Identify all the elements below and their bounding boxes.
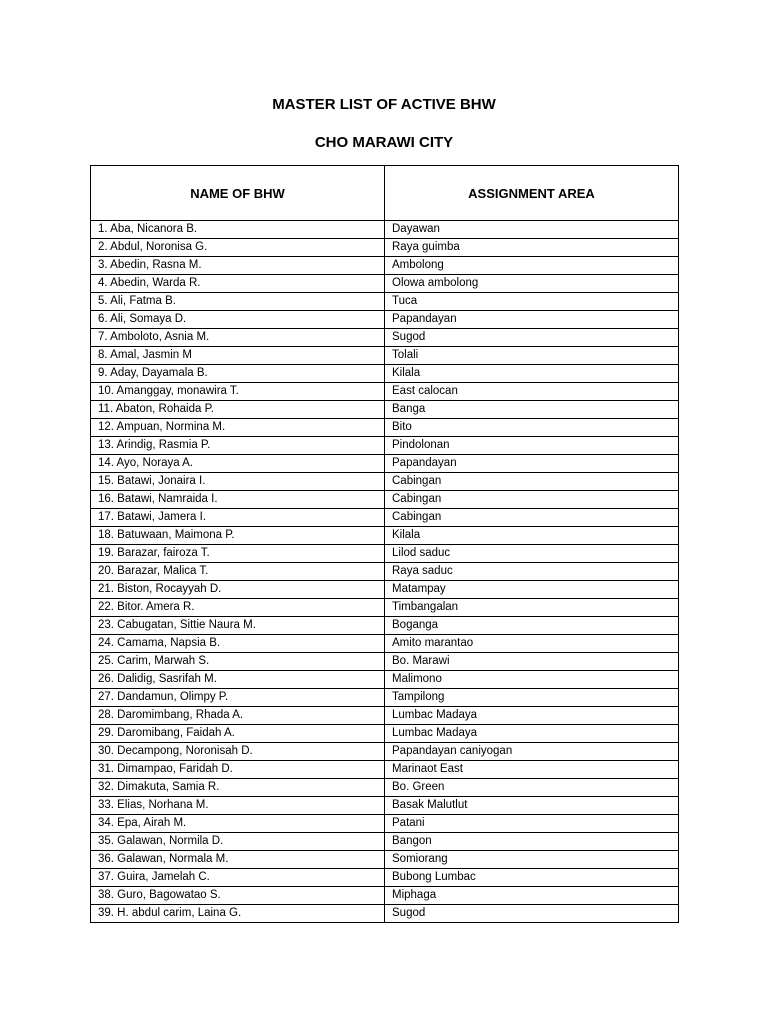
bhw-name-cell: 22. Bitor. Amera R. <box>91 599 385 617</box>
assignment-area-cell: Banga <box>385 401 679 419</box>
bhw-name-cell: 21. Biston, Rocayyah D. <box>91 581 385 599</box>
bhw-name-cell: 33. Elias, Norhana M. <box>91 797 385 815</box>
assignment-area-cell: Bito <box>385 419 679 437</box>
assignment-area-cell: Papandayan <box>385 311 679 329</box>
table-row <box>91 905 679 923</box>
table-row <box>91 329 679 347</box>
assignment-area-cell: Amito marantao <box>385 635 679 653</box>
assignment-area-cell: Ambolong <box>385 257 679 275</box>
assignment-area-cell: Tolali <box>385 347 679 365</box>
bhw-name-cell: 13. Arindig, Rasmia P. <box>91 437 385 455</box>
assignment-area-cell: Lumbac Madaya <box>385 707 679 725</box>
bhw-name-cell: 20. Barazar, Malica T. <box>91 563 385 581</box>
table-row <box>91 725 679 743</box>
table-row <box>91 635 679 653</box>
table-row <box>91 455 679 473</box>
assignment-area-cell: Basak Malutlut <box>385 797 679 815</box>
table-row <box>91 473 679 491</box>
table-row <box>91 491 679 509</box>
bhw-name-cell: 37. Guira, Jamelah C. <box>91 869 385 887</box>
table-row <box>91 275 679 293</box>
table-row <box>91 707 679 725</box>
bhw-name-cell: 1. Aba, Nicanora B. <box>91 221 385 239</box>
table-row <box>91 743 679 761</box>
bhw-name-cell: 29. Daromibang, Faidah A. <box>91 725 385 743</box>
assignment-area-cell: Sugod <box>385 329 679 347</box>
bhw-name-cell: 18. Batuwaan, Maimona P. <box>91 527 385 545</box>
assignment-area-cell: Sugod <box>385 905 679 923</box>
table-row <box>91 671 679 689</box>
bhw-name-cell: 38. Guro, Bagowatao S. <box>91 887 385 905</box>
assignment-area-cell: Raya saduc <box>385 563 679 581</box>
table-row <box>91 563 679 581</box>
table-row <box>91 311 679 329</box>
bhw-name-cell: 6. Ali, Somaya D. <box>91 311 385 329</box>
table-row <box>91 383 679 401</box>
assignment-area-cell: Bo. Marawi <box>385 653 679 671</box>
bhw-name-cell: 24. Camama, Napsia B. <box>91 635 385 653</box>
assignment-area-cell: East calocan <box>385 383 679 401</box>
bhw-name-cell: 26. Dalidig, Sasrifah M. <box>91 671 385 689</box>
assignment-area-cell: Lilod saduc <box>385 545 679 563</box>
assignment-area-cell: Miphaga <box>385 887 679 905</box>
table-row <box>91 761 679 779</box>
bhw-name-cell: 28. Daromimbang, Rhada A. <box>91 707 385 725</box>
assignment-area-cell: Bubong Lumbac <box>385 869 679 887</box>
table-row <box>91 293 679 311</box>
assignment-area-cell: Malimono <box>385 671 679 689</box>
column-header-area: ASSIGNMENT AREA <box>385 166 679 221</box>
bhw-name-cell: 4. Abedin, Warda R. <box>91 275 385 293</box>
table-row <box>91 689 679 707</box>
table-row <box>91 779 679 797</box>
bhw-name-cell: 25. Carim, Marwah S. <box>91 653 385 671</box>
table-row <box>91 437 679 455</box>
table-row <box>91 509 679 527</box>
bhw-name-cell: 36. Galawan, Normala M. <box>91 851 385 869</box>
bhw-name-cell: 9. Aday, Dayamala B. <box>91 365 385 383</box>
table-row <box>91 599 679 617</box>
bhw-name-cell: 23. Cabugatan, Sittie Naura M. <box>91 617 385 635</box>
bhw-name-cell: 30. Decampong, Noronisah D. <box>91 743 385 761</box>
bhw-name-cell: 34. Epa, Airah M. <box>91 815 385 833</box>
assignment-area-cell: Kilala <box>385 527 679 545</box>
assignment-area-cell: Patani <box>385 815 679 833</box>
assignment-area-cell: Lumbac Madaya <box>385 725 679 743</box>
table-body <box>91 221 679 923</box>
bhw-name-cell: 39. H. abdul carim, Laina G. <box>91 905 385 923</box>
assignment-area-cell: Dayawan <box>385 221 679 239</box>
bhw-name-cell: 31. Dimampao, Faridah D. <box>91 761 385 779</box>
table-row <box>91 581 679 599</box>
bhw-name-cell: 12. Ampuan, Normina M. <box>91 419 385 437</box>
table-row <box>91 887 679 905</box>
bhw-name-cell: 32. Dimakuta, Samia R. <box>91 779 385 797</box>
table-row <box>91 257 679 275</box>
table-row <box>91 833 679 851</box>
assignment-area-cell: Cabingan <box>385 491 679 509</box>
table-row <box>91 545 679 563</box>
table-row <box>91 869 679 887</box>
assignment-area-cell: Olowa ambolong <box>385 275 679 293</box>
assignment-area-cell: Raya guimba <box>385 239 679 257</box>
bhw-name-cell: 3. Abedin, Rasna M. <box>91 257 385 275</box>
assignment-area-cell: Somiorang <box>385 851 679 869</box>
assignment-area-cell: Pindolonan <box>385 437 679 455</box>
bhw-table <box>90 165 679 923</box>
bhw-name-cell: 8. Amal, Jasmin M <box>91 347 385 365</box>
bhw-name-cell: 19. Barazar, fairoza T. <box>91 545 385 563</box>
assignment-area-cell: Matampay <box>385 581 679 599</box>
assignment-area-cell: Cabingan <box>385 509 679 527</box>
assignment-area-cell: Timbangalan <box>385 599 679 617</box>
column-header-name: NAME OF BHW <box>91 166 385 221</box>
assignment-area-cell: Kilala <box>385 365 679 383</box>
table-row <box>91 653 679 671</box>
bhw-name-cell: 2. Abdul, Noronisa G. <box>91 239 385 257</box>
table-row <box>91 401 679 419</box>
assignment-area-cell: Boganga <box>385 617 679 635</box>
bhw-name-cell: 10. Amanggay, monawira T. <box>91 383 385 401</box>
table-row <box>91 347 679 365</box>
assignment-area-cell: Marinaot East <box>385 761 679 779</box>
table-row <box>91 851 679 869</box>
bhw-name-cell: 5. Ali, Fatma B. <box>91 293 385 311</box>
assignment-area-cell: Papandayan caniyogan <box>385 743 679 761</box>
table-row <box>91 221 679 239</box>
table-header-row <box>91 166 679 221</box>
bhw-name-cell: 16. Batawi, Namraida I. <box>91 491 385 509</box>
bhw-name-cell: 14. Ayo, Noraya A. <box>91 455 385 473</box>
bhw-name-cell: 17. Batawi, Jamera I. <box>91 509 385 527</box>
table-row <box>91 239 679 257</box>
assignment-area-cell: Papandayan <box>385 455 679 473</box>
page-title: MASTER LIST OF ACTIVE BHW <box>272 96 496 113</box>
assignment-area-cell: Cabingan <box>385 473 679 491</box>
bhw-name-cell: 11. Abaton, Rohaida P. <box>91 401 385 419</box>
assignment-area-cell: Tuca <box>385 293 679 311</box>
bhw-name-cell: 7. Amboloto, Asnia M. <box>91 329 385 347</box>
table-row <box>91 617 679 635</box>
table-row <box>91 419 679 437</box>
bhw-name-cell: 15. Batawi, Jonaira I. <box>91 473 385 491</box>
table-row <box>91 815 679 833</box>
bhw-name-cell: 35. Galawan, Normila D. <box>91 833 385 851</box>
table-row <box>91 527 679 545</box>
assignment-area-cell: Bangon <box>385 833 679 851</box>
table-row <box>91 365 679 383</box>
assignment-area-cell: Bo. Green <box>385 779 679 797</box>
assignment-area-cell: Tampilong <box>385 689 679 707</box>
table-row <box>91 797 679 815</box>
bhw-name-cell: 27. Dandamun, Olimpy P. <box>91 689 385 707</box>
page-subtitle: CHO MARAWI CITY <box>314 134 454 151</box>
